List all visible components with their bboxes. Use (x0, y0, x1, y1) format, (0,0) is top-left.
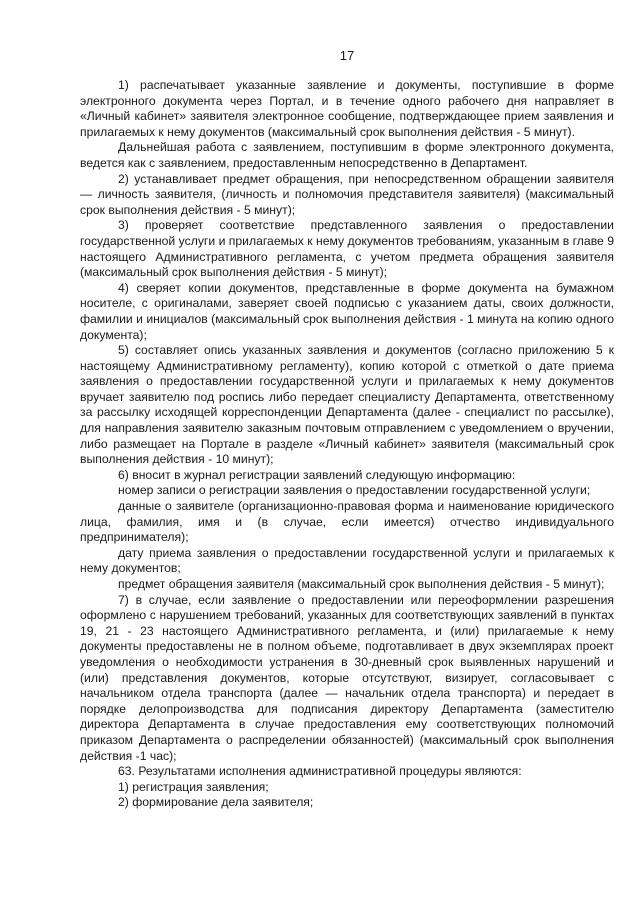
paragraph-record-number: номер записи о регистрации заявления о предоставлении государственной услуги; (118, 483, 591, 498)
paragraph-item-4-copies: 4) сверяет копии документов, представленные в форме документа на бумажном носителе, с оригиналами, заверяет своей подписью с указанием даты, своих должности, фамилии и инициалов (максимальный срок выполнения действия - 1 минута на копию одного документа); (80, 280, 614, 342)
paragraph-item-6-journal: 6) вносит в журнал регистрации заявлений следующую информацию: (118, 467, 516, 482)
paragraph-subject: предмет обращения заявителя (максимальный срок выполнения действия - 5 минут); (118, 577, 605, 591)
paragraph-item-1-print: 1) распечатывает указанные заявление и документы, поступившие в форме электронного документа через Портал, и в течение одного рабочего дня направляет в «Личный кабинет» заявителя электронное сообщение, подтверждающее прием заявления и прилагаемых к нему документов (максимальный срок выполнения действия - 5 минут). (80, 78, 614, 139)
paragraph-63-results: 63. Результатами исполнения административной процедуры являются: (118, 764, 522, 779)
paragraph-item-5-inventory: 5) составляет опись указанных заявления и документов (согласно приложению 5 к настоящему Административному регламенту), копию которой с отметкой о дате приема заявления о предоставлении государственной услуги и прилагаемых к нему документов вручает заявителю под роспись либо передает специалисту Департамента, ответственному за рассылку исходящей корреспонденции Департамента (далее - специалист по рассылке), для направления заявителю заказным почтовым отправлением с уведомлением о вручении, либо размещает на Портале в разделе «Личный кабинет» заявителя (максимальный срок выполнения действия - 10 минут); (80, 343, 614, 467)
paragraph-item-3-check: 3) проверяет соответствие представленного заявления о предоставлении государственной услуги и прилагаемых к нему документов требованиям, указанным в главе 9 настоящего Административного регламента, с учетом предмета обращения заявителя (максимальный срок выполнения действия - 5 минут); (80, 218, 614, 280)
paragraph-receipt-date: дату приема заявления о предоставлении государственной услуги и прилагаемых к нему документов; (80, 545, 614, 576)
paragraph-result-registration: 1) регистрация заявления; (118, 779, 269, 794)
paragraph-item-2-subject: 2) устанавливает предмет обращения, при непосредственном обращении заявителя — личность заявителя, (личность и полномочия представителя заявителя) (максимальный срок выполнения действия - 5 минут); (80, 171, 614, 217)
page-number: 17 (339, 48, 355, 63)
paragraph-applicant-data: данные о заявителе (организационно-правовая форма и наименование юридического лица, фамилия, имя и (в случае, если имеется) отчество индивидуального предпринимателя); (80, 499, 614, 545)
paragraph-result-case-file: 2) формирование дела заявителя; (118, 795, 314, 810)
paragraph-item-7-violations: 7) в случае, если заявление о предоставлении или переоформлении разрешения оформлено с нарушением требований, указанных для соответствующих заявлений в пунктах 19, 21 - 23 настоящего Административного регламента, и (или) прилагаемые к нему документы предоставлены не в полном объеме, подготавливает в двух экземплярах проект уведомления о необходимости устранения в 30-дневный срок выявленных нарушений и (или) представления документов, которые отсутствуют, визирует, согласовывает с начальником отдела транспорта (далее — начальник отдела транспорта) и передает в порядке делопроизводства для подписания директору Департамента (заместителю директора Департамента в случае предоставления ему соответствующих полномочий приказом Департамента о распределении обязанностей) (максимальный срок выполнения действия -1 час); (80, 592, 614, 763)
paragraph-further-work: Дальнейшая работа с заявлением, поступившим в форме электронного документа, ведется как с заявлением, предоставленным непосредственно в Департамент. (80, 140, 614, 170)
body-text (80, 78, 614, 811)
